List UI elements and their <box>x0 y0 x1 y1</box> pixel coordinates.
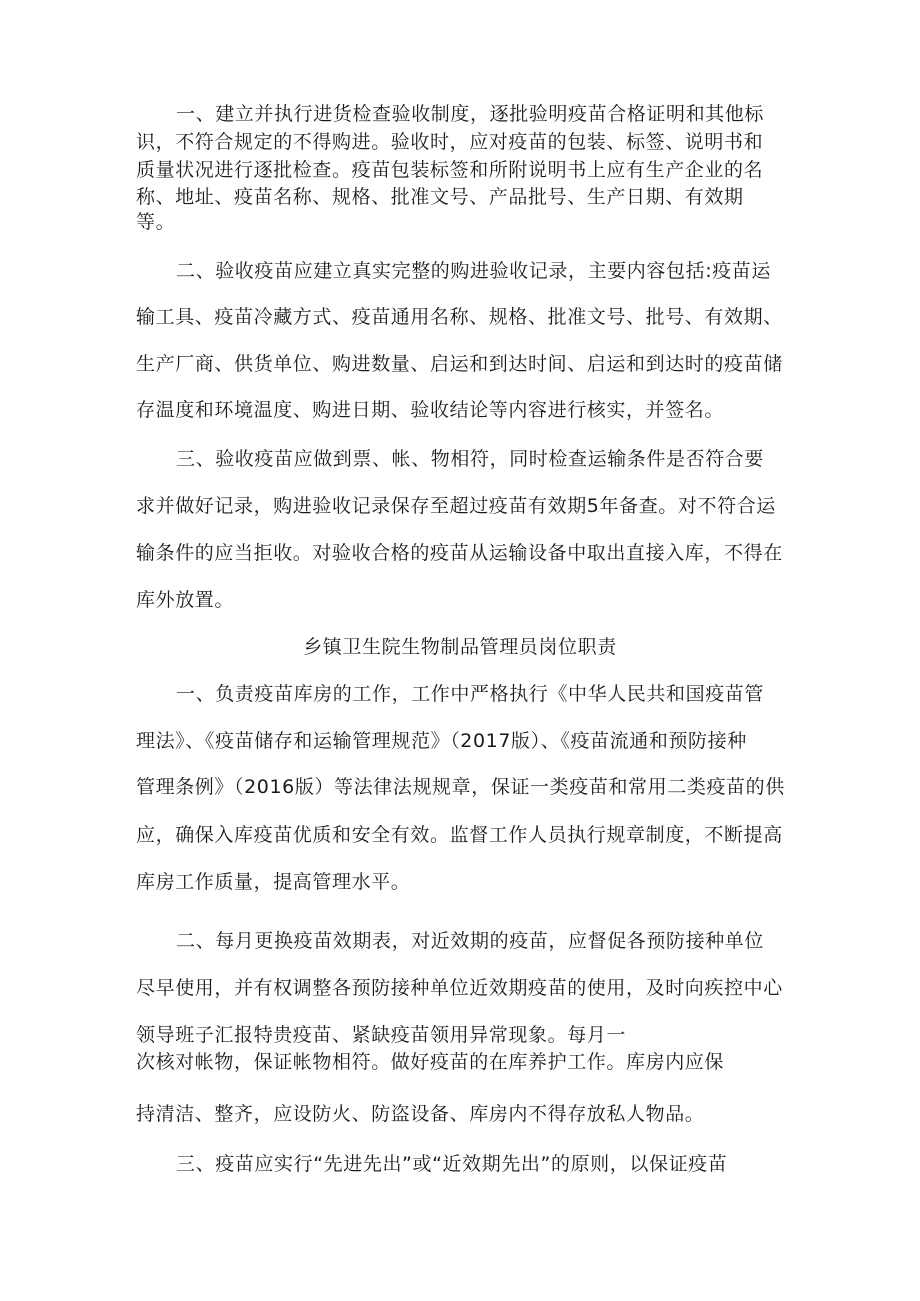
paragraph-5-line-2: 尽早使用，并有权调整各预防接种单位近效期疫苗的使用，及时向疾控中心 <box>136 977 783 999</box>
paragraph-4-line-2: 理法》、《疫苗储存和运输管理规范》（2017版）、《疫苗流通和预防接种 <box>136 730 747 752</box>
paragraph-6-line-1: 三、疫苗应实行“先进先出”或“近效期先出”的原则，以保证疫苗 <box>176 1153 728 1175</box>
paragraph-4-line-3: 管理条例》（2016版）等法律法规规章，保证一类疫苗和常用二类疫苗的供 <box>136 776 785 798</box>
paragraph-2-line-3: 生产厂商、供货单位、购进数量、启运和到达时间、启运和到达时的疫苗储 <box>136 353 783 375</box>
paragraph-4-line-1: 一、负责疫苗库房的工作，工作中严格执行《中华人民共和国疫苗管 <box>176 683 765 705</box>
paragraph-5-line-1: 二、每月更换疫苗效期表，对近效期的疫苗，应督促各预防接种单位 <box>176 930 765 952</box>
paragraph-1-line-2: 识，不符合规定的不得购进。验收时，应对疫苗的包装、标签、说明书和 <box>136 131 764 153</box>
paragraph-5-line-3: 领导班子汇报特贵疫苗、紧缺疫苗领用异常现象。每月一 <box>136 1024 627 1046</box>
paragraph-3-line-2: 求并做好记录，购进验收记录保存至超过疫苗有效期5年备查。对不符合运 <box>136 495 776 517</box>
paragraph-1-line-1: 一、建立并执行进货检查验收制度，逐批验明疫苗合格证明和其他标 <box>176 103 765 125</box>
paragraph-2-line-1: 二、验收疫苗应建立真实完整的购进验收记录，主要内容包括:疫苗运 <box>176 260 772 282</box>
paragraph-2-line-4: 存温度和环境温度、购进日期、验收结论等内容进行核实，并签名。 <box>136 399 725 421</box>
paragraph-3-line-1: 三、验收疫苗应做到票、帐、物相符，同时检查运输条件是否符合要 <box>176 448 765 470</box>
paragraph-4-line-4: 应，确保入库疫苗优质和安全有效。监督工作人员执行规章制度，不断提高 <box>136 824 783 846</box>
paragraph-3-line-3: 输条件的应当拒收。对验收合格的疫苗从运输设备中取出直接入库，不得在 <box>136 542 783 564</box>
paragraph-1-line-3: 质量状况进行逐批检查。疫苗包装标签和所附说明书上应有生产企业的名 <box>136 159 764 181</box>
paragraph-1-line-5: 等。 <box>136 211 176 233</box>
paragraph-5-line-5: 持清洁、整齐，应设防火、防盗设备、库房内不得存放私人物品。 <box>136 1103 705 1125</box>
paragraph-2-line-2: 输工具、疫苗冷藏方式、疫苗通用名称、规格、批准文号、批号、有效期、 <box>136 306 783 328</box>
paragraph-1-line-4: 称、地址、疫苗名称、规格、批准文号、产品批号、生产日期、有效期 <box>136 186 744 208</box>
paragraph-5-line-4: 次核对帐物，保证帐物相符。做好疫苗的在库养护工作。库房内应保 <box>136 1051 725 1073</box>
section-heading: 乡镇卫生院生物制品管理员岗位职责 <box>303 636 617 658</box>
paragraph-4-line-5: 库房工作质量，提高管理水平。 <box>136 871 411 893</box>
paragraph-3-line-4: 库外放置。 <box>136 589 235 611</box>
